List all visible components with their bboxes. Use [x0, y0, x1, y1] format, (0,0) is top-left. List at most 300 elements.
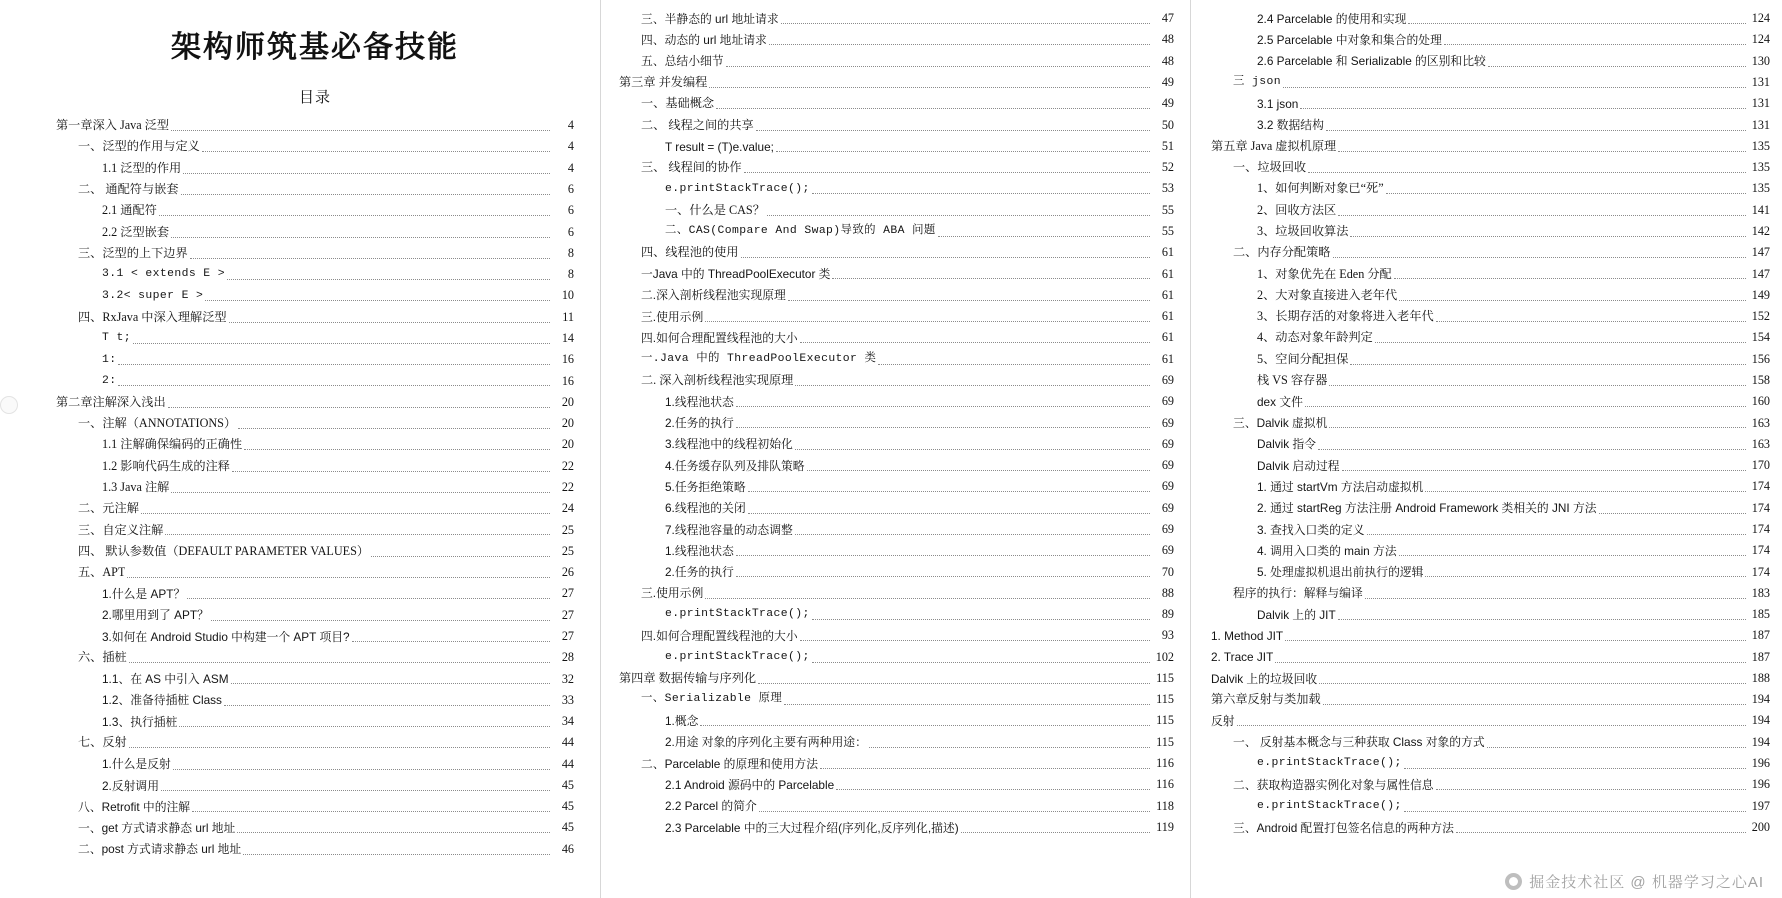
toc-entry[interactable] — [619, 8, 1174, 29]
toc-entry-label: 3、垃圾回收算法 — [1257, 224, 1349, 238]
toc-entry[interactable] — [619, 349, 1174, 370]
toc-entry-page: 183 — [1751, 585, 1770, 600]
toc-entry[interactable] — [1211, 285, 1770, 306]
toc-entry[interactable] — [619, 604, 1174, 625]
toc-leader-dots — [1399, 554, 1746, 556]
toc-entry-label: 一.Java 中的 ThreadPoolExecutor 类 — [641, 352, 877, 365]
toc-entry-page: 27 — [561, 628, 574, 643]
toc-leader-dots — [1399, 299, 1746, 301]
toc-entry[interactable] — [1211, 753, 1770, 774]
toc-entry[interactable] — [56, 753, 574, 774]
toc-entry[interactable] — [619, 774, 1174, 795]
toc-entry[interactable] — [619, 817, 1174, 838]
toc-entry[interactable] — [1211, 306, 1770, 327]
toc-entry[interactable] — [619, 136, 1174, 157]
toc-entry[interactable] — [56, 817, 574, 838]
toc-entry-page: 158 — [1751, 372, 1770, 387]
toc-entry-label: 三、 线程间的协作 — [641, 160, 742, 175]
toc-entry-label: 第五章 Java 虚拟机原理 — [1211, 138, 1337, 153]
toc-entry-page: 102 — [1155, 649, 1174, 664]
toc-entry-label: 二、 线程之间的共享 — [641, 117, 754, 132]
toc-entry-label: 3.线程池中的线程初始化 — [665, 437, 793, 452]
toc-entry[interactable] — [56, 583, 574, 604]
toc-entry-page: 142 — [1751, 224, 1770, 238]
toc-entry[interactable] — [56, 498, 574, 519]
toc-entry[interactable] — [619, 561, 1174, 582]
toc-entry[interactable] — [619, 114, 1174, 135]
toc-leader-dots — [1305, 405, 1746, 407]
toc-entry[interactable] — [619, 625, 1174, 646]
toc-leader-dots — [205, 299, 550, 301]
toc-entry[interactable] — [1211, 561, 1770, 582]
toc-entry[interactable] — [56, 775, 574, 796]
toc-entry[interactable] — [1211, 370, 1770, 391]
toc-entry[interactable] — [1211, 476, 1770, 497]
toc-entry-page: 197 — [1751, 798, 1770, 813]
toc-entry[interactable] — [56, 796, 574, 817]
toc-entry[interactable] — [619, 93, 1174, 114]
toc-leader-dots — [133, 342, 550, 344]
toc-entry[interactable] — [619, 221, 1174, 242]
toc-leader-dots — [1300, 107, 1746, 109]
toc-leader-dots — [705, 320, 1150, 322]
toc-entry-label: 三.使用示例 — [641, 309, 704, 324]
toc-entry-label: 二、内存分配策略 — [1233, 245, 1331, 260]
toc-leader-dots — [1425, 575, 1746, 577]
toc-column-1 — [0, 0, 600, 898]
toc-leader-dots — [1425, 490, 1746, 492]
toc-entry[interactable] — [56, 392, 574, 413]
toc-entry[interactable] — [56, 413, 574, 434]
toc-entry[interactable] — [1211, 732, 1770, 753]
toc-entry[interactable] — [619, 178, 1174, 199]
toc-entry-page: 48 — [1161, 53, 1174, 68]
toc-entry-label: 一、泛型的作用与定义 — [78, 139, 200, 154]
toc-entry[interactable] — [56, 668, 574, 689]
toc-entry[interactable] — [1211, 434, 1770, 455]
toc-entry-page: 69 — [1161, 500, 1174, 515]
toc-entry[interactable] — [1211, 349, 1770, 370]
toc-entry-page: 48 — [1161, 32, 1174, 47]
toc-entry-page: 55 — [1161, 202, 1174, 217]
toc-leader-dots — [1338, 150, 1746, 152]
toc-entry[interactable] — [56, 285, 574, 306]
toc-entry-label: 2.2 Parcel 的简介 — [665, 799, 757, 814]
toc-entry-label: 一、基础概念 — [641, 96, 715, 111]
toc-leader-dots — [1318, 448, 1746, 450]
toc-leader-dots — [1487, 746, 1746, 748]
toc-entry-label: 二、元注解 — [78, 501, 139, 516]
toc-entry-label: 1.概念 — [665, 714, 699, 729]
toc-entry-page: 24 — [561, 501, 574, 516]
toc-entry-page: 69 — [1161, 394, 1174, 409]
toc-entry[interactable] — [619, 370, 1174, 391]
toc-entry[interactable] — [1211, 646, 1770, 667]
toc-leader-dots — [1338, 618, 1746, 620]
toc-entry-page: 93 — [1161, 628, 1174, 643]
toc-entry-page: 34 — [561, 714, 574, 729]
toc-entry[interactable] — [1211, 157, 1770, 178]
toc-entry[interactable] — [619, 242, 1174, 263]
toc-entry-label: 三、Android 配置打包签名信息的两种方法 — [1233, 820, 1454, 835]
toc-entry-label: 第六章反射与类加载 — [1211, 692, 1321, 707]
toc-leader-dots — [758, 682, 1150, 684]
toc-leader-dots — [767, 214, 1150, 216]
toc-leader-dots — [1319, 682, 1746, 684]
toc-entry-page: 115 — [1156, 692, 1174, 707]
toc-entry-page: 130 — [1751, 53, 1770, 68]
toc-column-2 — [600, 0, 1190, 898]
toc-leader-dots — [129, 661, 550, 663]
toc-entry-label: 6.线程池的关闭 — [665, 501, 746, 516]
toc-entry[interactable] — [1211, 774, 1770, 795]
toc-entry-page: 44 — [561, 735, 574, 750]
toc-entry-label: 4. 调用入口类的 main 方法 — [1257, 543, 1397, 558]
toc-leader-dots — [141, 512, 550, 514]
toc-entry[interactable] — [56, 434, 574, 455]
toc-entry-label: 2.任务的执行 — [665, 565, 734, 580]
toc-entry-page: 61 — [1161, 266, 1174, 281]
toc-entry[interactable] — [1211, 178, 1770, 199]
toc-entry[interactable] — [619, 200, 1174, 221]
toc-leader-dots — [168, 406, 550, 408]
toc-entry[interactable] — [56, 477, 574, 498]
toc-entry-label: 1.什么是反射 — [102, 757, 171, 772]
toc-leader-dots — [756, 129, 1150, 131]
toc-leader-dots — [243, 853, 550, 855]
toc-entry[interactable] — [619, 583, 1174, 604]
toc-entry[interactable] — [1211, 583, 1770, 604]
toc-entry-page: 89 — [1161, 607, 1174, 622]
toc-entry[interactable] — [619, 327, 1174, 348]
toc-entry[interactable] — [619, 753, 1174, 774]
toc-entry[interactable] — [619, 540, 1174, 561]
toc-entry-page: 20 — [561, 437, 574, 452]
toc-entry[interactable] — [1211, 221, 1770, 242]
toc-entry-page: 185 — [1751, 607, 1770, 622]
toc-entry[interactable] — [56, 541, 574, 562]
toc-entry[interactable] — [1211, 242, 1770, 263]
toc-entry[interactable] — [619, 285, 1174, 306]
toc-entry-page: 55 — [1161, 224, 1174, 238]
toc-entry[interactable] — [56, 307, 574, 328]
toc-leader-dots — [192, 810, 550, 812]
toc-entry-label: 三.使用示例 — [641, 586, 704, 601]
toc-leader-dots — [1338, 214, 1746, 216]
toc-entry-page: 131 — [1751, 96, 1770, 111]
toc-column-3 — [1190, 0, 1782, 898]
toc-entry-page: 6 — [567, 182, 574, 197]
toc-entry[interactable] — [56, 200, 574, 221]
toc-entry-page: 174 — [1751, 500, 1770, 515]
toc-entry[interactable] — [56, 349, 574, 370]
toc-entry-page: 69 — [1161, 372, 1174, 387]
toc-entry[interactable] — [619, 391, 1174, 412]
toc-leader-dots — [244, 448, 550, 450]
toc-leader-dots — [1375, 341, 1746, 343]
toc-entry-page: 118 — [1156, 798, 1174, 813]
toc-entry[interactable] — [1211, 263, 1770, 284]
toc-leader-dots — [820, 767, 1150, 769]
toc-entry-label: 三、自定义注解 — [78, 522, 164, 537]
toc-entry-label: 1.1 注解确保编码的正确性 — [102, 437, 243, 452]
toc-entry-label: 2.任务的执行 — [665, 416, 734, 431]
toc-entry[interactable] — [619, 476, 1174, 497]
toc-entry-page: 61 — [1161, 245, 1174, 260]
toc-entry-page: 45 — [561, 799, 574, 814]
toc-entry-label: 2.2 泛型嵌套 — [102, 224, 170, 239]
toc-entry[interactable] — [619, 497, 1174, 518]
toc-entry[interactable] — [56, 264, 574, 285]
toc-entry[interactable] — [56, 158, 574, 179]
toc-entry[interactable] — [1211, 519, 1770, 540]
toc-leader-dots — [759, 810, 1150, 812]
toc-entry-label: 三、Dalvik 虚拟机 — [1233, 416, 1328, 431]
toc-entry[interactable] — [56, 562, 574, 583]
toc-entry[interactable] — [1211, 72, 1770, 93]
toc-entry-label: 程序的执行：解释与编译 — [1233, 586, 1363, 601]
toc-entry-label: 3. 查找入口类的定义 — [1257, 522, 1365, 537]
toc-entry-label: 1.1 泛型的作用 — [102, 160, 182, 175]
toc-entry[interactable] — [56, 243, 574, 264]
toc-entry[interactable] — [1211, 625, 1770, 646]
toc-leader-dots — [812, 661, 1150, 663]
toc-entry-label: 2. Trace JIT — [1211, 650, 1274, 665]
toc-entry[interactable] — [1211, 710, 1770, 731]
toc-entry-label: 1.1、在 AS 中引入 ASM — [102, 672, 229, 687]
toc-entry[interactable] — [619, 646, 1174, 667]
toc-entry-page: 32 — [561, 671, 574, 686]
toc-entry-label: 1.3 Java 注解 — [102, 479, 170, 494]
toc-leader-dots — [1404, 767, 1746, 769]
toc-entry-label: 六、插桩 — [78, 650, 127, 665]
toc-leader-dots — [1329, 384, 1746, 386]
toc-entry-label: 2.哪里用到了 APT？ — [102, 608, 209, 623]
toc-entry-page: 26 — [561, 565, 574, 580]
toc-entry[interactable] — [56, 839, 574, 860]
toc-list-3 — [1211, 8, 1770, 838]
toc-entry-label: 1.什么是 APT？ — [102, 587, 186, 601]
toc-entry-label: 3.1 json — [1257, 96, 1299, 111]
toc-entry-label: 四、 默认参数值（DEFAULT PARAMETER VALUES） — [78, 543, 370, 558]
toc-leader-dots — [705, 597, 1150, 599]
toc-entry-label: e.printStackTrace(); — [665, 608, 810, 621]
toc-entry-label: 1、如何判断对象已“死” — [1257, 181, 1384, 196]
toc-entry-label: e.printStackTrace(); — [1257, 757, 1402, 770]
toc-entry[interactable] — [56, 136, 574, 157]
toc-leader-dots — [781, 22, 1150, 24]
toc-entry-label: 5、空间分配担保 — [1257, 351, 1349, 366]
toc-entry[interactable] — [56, 626, 574, 647]
toc-entry[interactable] — [619, 157, 1174, 178]
toc-entry-page: 25 — [561, 522, 574, 537]
toc-entry[interactable] — [56, 328, 574, 349]
toc-entry-page: 156 — [1751, 351, 1770, 366]
toc-entry-page: 10 — [561, 288, 574, 303]
toc-entry-page: 61 — [1161, 330, 1174, 345]
toc-entry-label: 4、动态对象年龄判定 — [1257, 330, 1373, 345]
toc-entry[interactable] — [56, 370, 574, 391]
toc-entry-page: 16 — [561, 352, 574, 367]
toc-entry[interactable] — [619, 455, 1174, 476]
toc-entry-label: 二、Parcelable 的原理和使用方法 — [641, 756, 818, 771]
toc-leader-dots — [788, 299, 1150, 301]
toc-leader-dots — [736, 554, 1150, 556]
toc-entry[interactable] — [619, 412, 1174, 433]
toc-entry[interactable] — [1211, 817, 1770, 838]
toc-entry[interactable] — [619, 306, 1174, 327]
toc-entry[interactable] — [619, 689, 1174, 710]
toc-entry-page: 20 — [561, 394, 574, 409]
toc-entry[interactable] — [619, 795, 1174, 816]
toc-entry[interactable] — [1211, 51, 1770, 72]
toc-entry-page: 194 — [1751, 713, 1770, 728]
toc-entry[interactable] — [619, 72, 1174, 93]
toc-entry[interactable] — [619, 29, 1174, 50]
toc-leader-dots — [869, 746, 1150, 748]
toc-entry-page: 196 — [1751, 777, 1770, 792]
toc-entry-page: 141 — [1751, 202, 1770, 217]
toc-entry[interactable] — [56, 690, 574, 711]
toc-entry-page: 8 — [567, 267, 574, 282]
toc-entry[interactable] — [1211, 497, 1770, 518]
toc-entry[interactable] — [1211, 136, 1770, 157]
toc-entry-page: 174 — [1751, 543, 1770, 558]
toc-entry[interactable] — [619, 732, 1174, 753]
toc-leader-dots — [202, 150, 550, 152]
toc-leader-dots — [1365, 597, 1746, 599]
toc-leader-dots — [1283, 86, 1746, 88]
toc-entry-page: 33 — [561, 692, 574, 707]
toc-entry-page: 61 — [1161, 351, 1174, 366]
toc-entry-page: 115 — [1156, 734, 1174, 749]
toc-entry[interactable] — [1211, 689, 1770, 710]
toc-entry-page: 53 — [1161, 181, 1174, 196]
toc-leader-dots — [1308, 171, 1746, 173]
toc-entry-page: 116 — [1156, 777, 1174, 792]
toc-leader-dots — [1350, 235, 1746, 237]
toc-entry[interactable] — [1211, 795, 1770, 816]
toc-entry-label: 五、总结小细节 — [641, 54, 724, 69]
toc-entry[interactable] — [56, 519, 574, 540]
toc-entry[interactable] — [56, 647, 574, 668]
toc-entry[interactable] — [56, 221, 574, 242]
toc-entry-page: 70 — [1161, 564, 1174, 579]
toc-entry[interactable] — [1211, 540, 1770, 561]
toc-entry[interactable] — [619, 710, 1174, 731]
toc-entry[interactable] — [1211, 391, 1770, 412]
toc-entry[interactable] — [619, 668, 1174, 689]
toc-leader-dots — [1408, 22, 1746, 24]
toc-entry-label: 一、垃圾回收 — [1233, 160, 1307, 175]
toc-entry[interactable] — [1211, 114, 1770, 135]
toc-entry[interactable] — [1211, 327, 1770, 348]
toc-entry-label: 四、RxJava 中深入理解泛型 — [78, 309, 227, 324]
toc-entry-label: T result = (T)e.value; — [665, 139, 774, 154]
toc-list-1 — [56, 115, 574, 860]
toc-entry[interactable] — [56, 604, 574, 625]
toc-entry-page: 27 — [561, 607, 574, 622]
toc-entry-page: 50 — [1161, 117, 1174, 132]
toc-entry-page: 147 — [1751, 245, 1770, 260]
toc-leader-dots — [700, 724, 1150, 726]
toc-entry-label: 3.1 < extends E > — [102, 268, 226, 281]
toc-entry-label: 2.4 Parcelable 的使用和实现 — [1257, 11, 1407, 26]
toc-leader-dots — [716, 107, 1150, 109]
toc-entry[interactable] — [1211, 455, 1770, 476]
circle-avatar-icon — [1505, 873, 1522, 890]
toc-entry-label: 一、注解（ANNOTATIONS） — [78, 416, 237, 431]
toc-entry[interactable] — [56, 456, 574, 477]
toc-leader-dots — [1323, 703, 1746, 705]
toc-entry-page: 147 — [1751, 266, 1770, 281]
toc-entry-page: 52 — [1161, 160, 1174, 175]
toc-entry[interactable] — [619, 519, 1174, 540]
toc-leader-dots — [229, 321, 550, 323]
toc-entry-page: 69 — [1161, 436, 1174, 451]
toc-leader-dots — [231, 682, 550, 684]
toc-entry-label: 2.用途 对象的序列化主要有两种用途： — [665, 735, 867, 750]
toc-leader-dots — [800, 341, 1150, 343]
toc-entry-label: 第三章 并发编程 — [619, 75, 708, 90]
toc-leader-dots — [878, 363, 1150, 365]
toc-leader-dots — [1237, 724, 1746, 726]
toc-entry-label: 3.2< super E > — [102, 289, 204, 302]
toc-entry-label: 1.3、执行插桩 — [102, 714, 178, 729]
toc-leader-dots — [1386, 192, 1746, 194]
toc-entry-label: 2.6 Parcelable 和 Serializable 的区别和比较 — [1257, 54, 1486, 69]
toc-leader-dots — [171, 236, 550, 238]
toc-leader-dots — [744, 171, 1150, 173]
toc-leader-dots — [171, 491, 550, 493]
toc-entry-page: 135 — [1751, 181, 1770, 196]
toc-entry[interactable] — [1211, 604, 1770, 625]
toc-entry-page: 47 — [1161, 11, 1174, 26]
toc-entry[interactable] — [619, 51, 1174, 72]
toc-entry[interactable] — [1211, 93, 1770, 114]
toc-entry-page: 163 — [1751, 436, 1770, 451]
toc-entry[interactable] — [1211, 668, 1770, 689]
toc-entry-page: 152 — [1751, 309, 1770, 324]
toc-entry[interactable] — [1211, 8, 1770, 29]
toc-entry-label: Dalvik 上的 JIT — [1257, 607, 1336, 622]
toc-entry-label: 反射 — [1211, 714, 1235, 729]
toc-leader-dots — [1394, 277, 1746, 279]
toc-entry-label: 二、获取构造器实例化对象与属性信息 — [1233, 777, 1434, 792]
toc-entry-page: 11 — [562, 309, 574, 324]
toc-entry[interactable] — [1211, 412, 1770, 433]
toc-entry[interactable] — [56, 732, 574, 753]
toc-entry-label: 2: — [102, 374, 117, 387]
toc-leader-dots — [807, 469, 1150, 471]
toc-entry[interactable] — [1211, 29, 1770, 50]
toc-entry[interactable] — [56, 711, 574, 732]
toc-leader-dots — [224, 704, 550, 706]
toc-entry-label: Dalvik 上的垃圾回收 — [1211, 671, 1318, 686]
toc-leader-dots — [183, 172, 550, 174]
toc-leader-dots — [1329, 426, 1746, 428]
toc-entry[interactable] — [56, 179, 574, 200]
toc-heading: 目录 — [298, 90, 331, 106]
toc-entry[interactable] — [56, 115, 574, 136]
toc-entry[interactable] — [1211, 200, 1770, 221]
toc-entry[interactable] — [619, 434, 1174, 455]
toc-entry-label: 一、Serializable 原理 — [641, 693, 783, 706]
toc-entry-page: 174 — [1751, 521, 1770, 536]
toc-entry[interactable] — [619, 263, 1174, 284]
toc-leader-dots — [1599, 512, 1746, 514]
toc-entry-page: 154 — [1751, 330, 1770, 345]
